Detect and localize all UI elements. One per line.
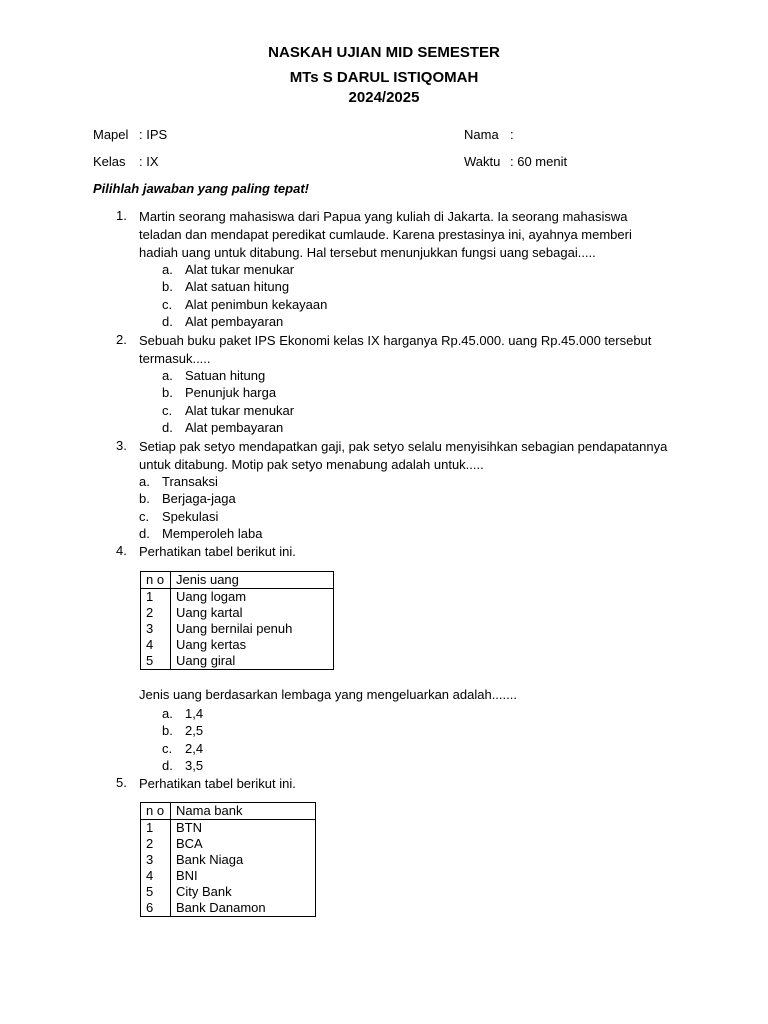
school-year: 2024/2025 <box>348 89 420 106</box>
option-b: b. Berjaga-jaga <box>139 491 236 506</box>
mapel-value: : IPS <box>139 127 168 142</box>
option-c: c. Spekulasi <box>139 509 219 524</box>
table-row: 3 Bank Niaga <box>141 852 316 868</box>
table-row: 3 Uang bernilai penuh <box>141 621 334 637</box>
table-header: n o <box>141 803 171 820</box>
question-number: 2. <box>116 332 127 347</box>
table-row: 4 BNI <box>141 868 316 884</box>
table-row: 1 Uang logam <box>141 589 334 606</box>
option-a: a. Transaksi <box>139 474 218 489</box>
option-c: c. Alat tukar menukar <box>162 403 295 418</box>
nama-label: Nama <box>464 127 499 142</box>
question-number: 3. <box>116 438 127 453</box>
kelas-label: Kelas <box>93 154 126 169</box>
question-text: Perhatikan tabel berikut ini. <box>139 544 296 559</box>
question-number: 1. <box>116 208 127 223</box>
nama-value: : <box>510 127 514 142</box>
option-d: d. Alat pembayaran <box>162 314 284 329</box>
question-text: Jenis uang berdasarkan lembaga yang mengeluarkan adalah....... <box>139 687 517 702</box>
option-d: d. Alat pembayaran <box>162 420 284 435</box>
option-c: c. 2,4 <box>162 741 204 756</box>
option-c: c. Alat penimbun kekayaan <box>162 297 328 312</box>
instruction: Pilihlah jawaban yang paling tepat! <box>93 181 309 196</box>
option-d: d. 3,5 <box>162 758 204 773</box>
table-row: 4 Uang kertas <box>141 637 334 653</box>
question-number: 4. <box>116 543 127 558</box>
waktu-value: : 60 menit <box>510 154 568 169</box>
table-row: 2 BCA <box>141 836 316 852</box>
option-a: a. Alat tukar menukar <box>162 262 295 277</box>
question-number: 5. <box>116 775 127 790</box>
school-name: MTs S DARUL ISTIQOMAH <box>289 69 479 86</box>
question-text: Sebuah buku paket IPS Ekonomi kelas IX harganya Rp.45.000. uang Rp.45.000 tersebut termasuk..... <box>139 333 652 366</box>
exam-title: NASKAH UJIAN MID SEMESTER <box>268 44 500 61</box>
money-types-table <box>140 571 334 670</box>
mapel-label: Mapel <box>93 127 129 142</box>
table-row: 5 Uang giral <box>141 653 334 670</box>
table-row: 2 Uang kartal <box>141 605 334 621</box>
table-row: 5 City Bank <box>141 884 316 900</box>
waktu-label: Waktu <box>464 154 501 169</box>
kelas-value: : IX <box>139 154 159 169</box>
option-b: b. Alat satuan hitung <box>162 279 290 294</box>
table-header: Nama bank <box>171 803 316 820</box>
table-row: 1 BTN <box>141 820 316 837</box>
option-b: b. 2,5 <box>162 723 204 738</box>
option-a: a. 1,4 <box>162 706 204 721</box>
option-d: d. Memperoleh laba <box>139 526 263 541</box>
question-text: Perhatikan tabel berikut ini. <box>139 776 296 791</box>
table-row: 6 Bank Danamon <box>141 900 316 917</box>
question-text: Martin seorang mahasiswa dari Papua yang kuliah di Jakarta. Ia seorang mahasiswa teladan dan mendapat peredikat cumlaude. Karena prestasinya ini, ayahnya memberi hadiah uang untuk ditabung. Hal tersebut menunjukkan fungsi uang sebagai..... <box>139 209 632 260</box>
bank-names-table <box>140 802 316 917</box>
option-b: b. Penunjuk harga <box>162 385 277 400</box>
option-a: a. Satuan hitung <box>162 368 266 383</box>
question-text: Setiap pak setyo mendapatkan gaji, pak setyo selalu menyisihkan sebagian pendapatannya untuk ditabung. Motip pak setyo menabung adalah untuk..... <box>139 439 668 472</box>
table-header: Jenis uang <box>171 572 334 589</box>
table-header: n o <box>141 572 171 589</box>
